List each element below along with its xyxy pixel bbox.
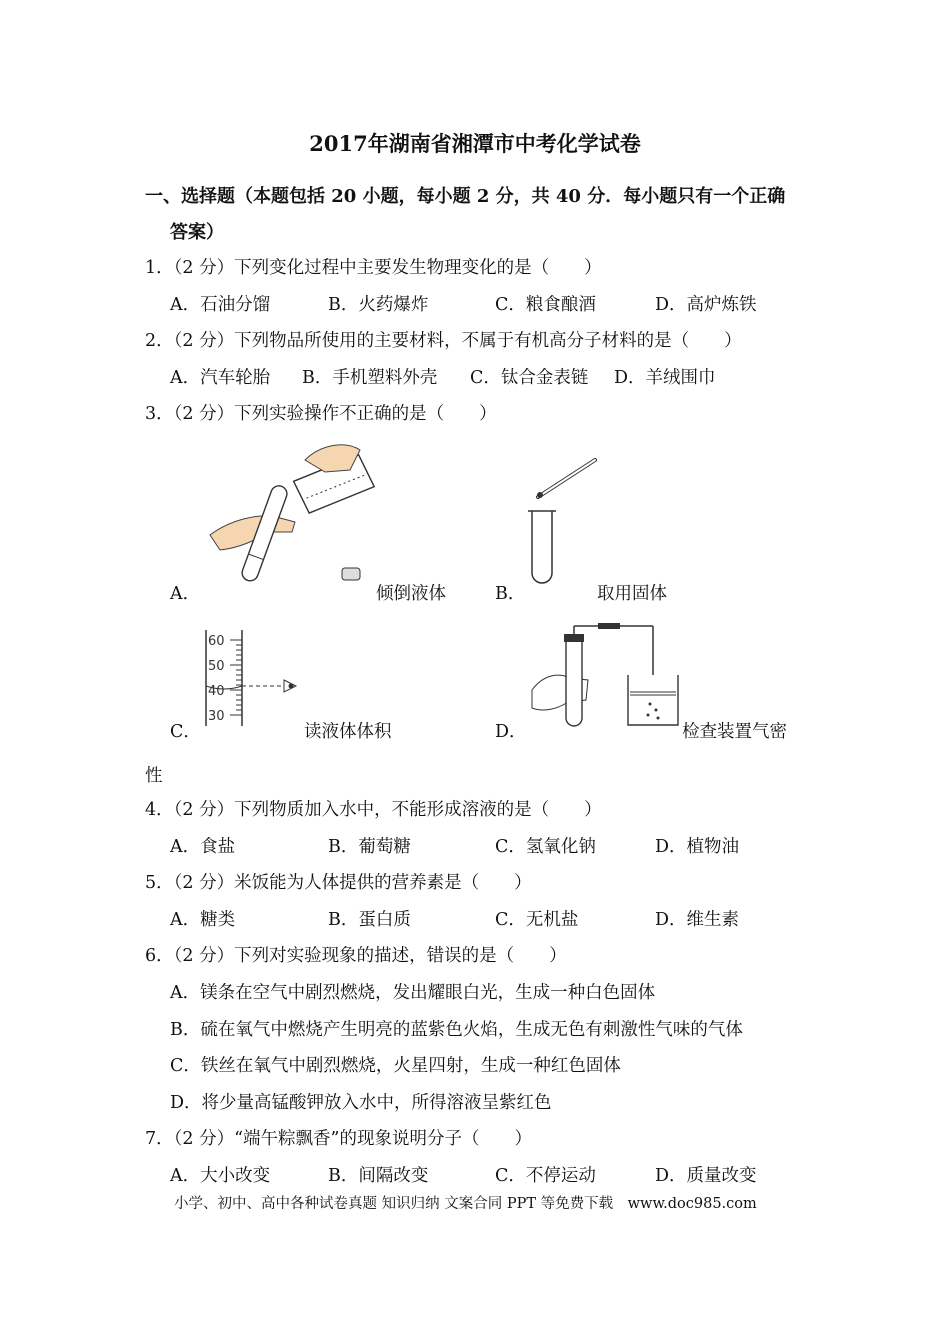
option-d-letter: D．: [495, 722, 527, 742]
option-c: C．氢氧化钠: [495, 837, 596, 857]
tick-30: 30: [208, 709, 225, 724]
pouring-liquid-figure: [200, 440, 450, 590]
option-a: A．大小改变: [170, 1166, 271, 1186]
option-d: D．将少量高锰酸钾放入水中，所得溶液呈紫红色: [170, 1093, 552, 1113]
question-1-stem: 1．（2 分）下列变化过程中主要发生物理变化的是（ ）: [145, 258, 602, 278]
option-d-caption-continued: 性: [145, 766, 163, 786]
option-b: B．手机塑料外壳: [302, 368, 438, 388]
option-a: A．镁条在空气中剧烈燃烧，发出耀眼白光，生成一种白色固体: [170, 983, 656, 1003]
section-heading: 一、选择题（本题包括 20 小题，每小题 2 分，共 40 分．每小题只有一个正确: [145, 186, 786, 207]
taking-solid-figure: [520, 455, 610, 590]
tick-40: 40: [208, 684, 225, 699]
graduated-cylinder-figure: [200, 628, 310, 728]
option-c-caption: 读液体体积: [304, 722, 392, 742]
option-b-caption: 取用固体: [597, 584, 667, 604]
option-a: A．石油分馏: [170, 295, 271, 315]
option-b: B．蛋白质: [328, 910, 411, 930]
option-b: B．火药爆炸: [328, 295, 429, 315]
option-c: C．粮食酿酒: [495, 295, 596, 315]
option-d-caption: 检查装置气密: [682, 722, 787, 742]
option-a-letter: A．: [170, 584, 201, 604]
page-footer: 小学、初中、高中各种试卷真题 知识归纳 文案合同 PPT 等免费下载 www.doc985.com: [174, 1196, 757, 1212]
option-a: A．汽车轮胎: [170, 368, 271, 388]
option-d: D．质量改变: [655, 1166, 757, 1186]
tick-60: 60: [208, 634, 225, 649]
option-a: A．食盐: [170, 837, 236, 857]
option-a: A．糖类: [170, 910, 236, 930]
question-6-stem: 6．（2 分）下列对实验现象的描述，错误的是（ ）: [145, 946, 567, 966]
question-3-stem: 3．（2 分）下列实验操作不正确的是（ ）: [145, 404, 497, 424]
question-2-stem: 2．（2 分）下列物品所使用的主要材料，不属于有机高分子材料的是（ ）: [145, 331, 742, 351]
option-c: C．无机盐: [495, 910, 579, 930]
page-title: 2017年湖南省湘潭市中考化学试卷: [309, 131, 641, 156]
option-b: B．间隔改变: [328, 1166, 429, 1186]
option-a-caption: 倾倒液体: [376, 584, 446, 604]
question-5-stem: 5．（2 分）米饭能为人体提供的营养素是（ ）: [145, 873, 532, 893]
option-c: C．钛合金表链: [470, 368, 589, 388]
option-c-letter: C．: [170, 722, 201, 742]
option-c: C．不停运动: [495, 1166, 596, 1186]
option-c: C．铁丝在氧气中剧烈燃烧，火星四射，生成一种红色固体: [170, 1056, 621, 1076]
option-b: B．葡萄糖: [328, 837, 411, 857]
option-b-letter: B．: [495, 584, 526, 604]
option-d: D．高炉炼铁: [655, 295, 757, 315]
option-d: D．植物油: [655, 837, 740, 857]
airtightness-figure: [528, 620, 688, 730]
section-heading-continued: 答案）: [170, 222, 224, 243]
question-4-stem: 4．（2 分）下列物质加入水中，不能形成溶液的是（ ）: [145, 800, 602, 820]
option-b: B．硫在氧气中燃烧产生明亮的蓝紫色火焰，生成无色有刺激性气味的气体: [170, 1020, 743, 1040]
question-7-stem: 7．（2 分）“端午粽飘香”的现象说明分子（ ）: [145, 1129, 532, 1149]
option-d: D．维生素: [655, 910, 740, 930]
tick-50: 50: [208, 659, 225, 674]
option-d: D．羊绒围巾: [614, 368, 716, 388]
